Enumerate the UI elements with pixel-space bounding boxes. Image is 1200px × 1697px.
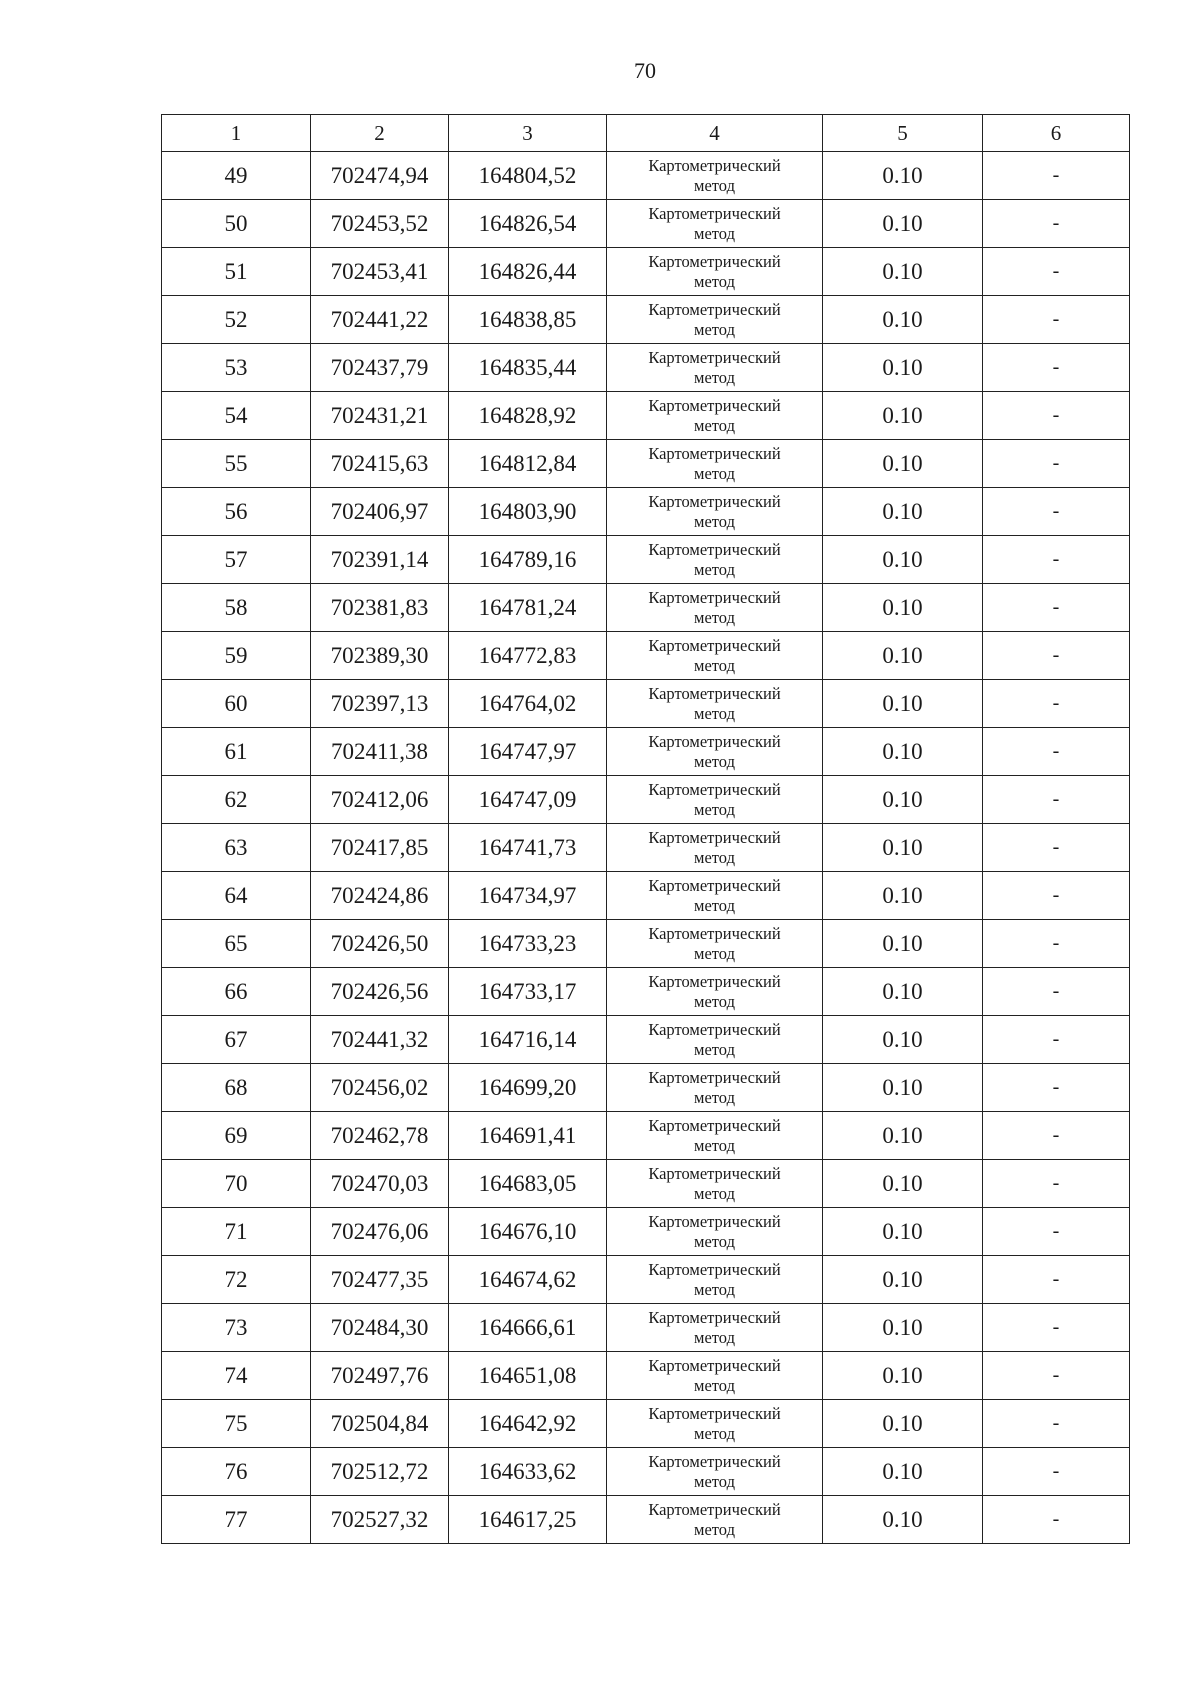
x-coordinate-cell: 702391,14 (311, 536, 449, 584)
y-coordinate-cell: 164617,25 (449, 1496, 607, 1544)
y-coordinate-cell: 164691,41 (449, 1112, 607, 1160)
coordinates-table (161, 114, 1130, 1544)
method-cell (607, 1304, 823, 1352)
accuracy-cell: 0.10 (823, 968, 983, 1016)
x-coordinate-cell: 702424,86 (311, 872, 449, 920)
note-cell: - (983, 488, 1130, 536)
table-row (162, 1400, 1130, 1448)
header-cell-2: 2 (311, 115, 449, 152)
x-coordinate-cell: 702497,76 (311, 1352, 449, 1400)
accuracy-cell: 0.10 (823, 1256, 983, 1304)
accuracy-cell: 0.10 (823, 1064, 983, 1112)
note-cell: - (983, 584, 1130, 632)
method-line-1: Картометрический (648, 1499, 781, 1519)
method-line-2: метод (694, 1039, 735, 1059)
note-cell: - (983, 1016, 1130, 1064)
table-row (162, 392, 1130, 440)
x-coordinate-cell: 702397,13 (311, 680, 449, 728)
accuracy-cell: 0.10 (823, 872, 983, 920)
y-coordinate-cell: 164826,54 (449, 200, 607, 248)
accuracy-cell: 0.10 (823, 1016, 983, 1064)
accuracy-cell: 0.10 (823, 776, 983, 824)
point-number-cell: 76 (162, 1448, 311, 1496)
table-row (162, 824, 1130, 872)
x-coordinate-cell: 702411,38 (311, 728, 449, 776)
table-row (162, 968, 1130, 1016)
method-line-1: Картометрический (648, 395, 781, 415)
y-coordinate-cell: 164835,44 (449, 344, 607, 392)
y-coordinate-cell: 164651,08 (449, 1352, 607, 1400)
method-line-1: Картометрический (648, 1163, 781, 1183)
method-cell (607, 344, 823, 392)
table-row (162, 632, 1130, 680)
table-row (162, 680, 1130, 728)
method-cell (607, 920, 823, 968)
method-line-2: метод (694, 271, 735, 291)
header-cell-5: 5 (823, 115, 983, 152)
note-cell: - (983, 200, 1130, 248)
method-cell (607, 584, 823, 632)
x-coordinate-cell: 702477,35 (311, 1256, 449, 1304)
method-cell (607, 1352, 823, 1400)
method-line-1: Картометрический (648, 443, 781, 463)
y-coordinate-cell: 164642,92 (449, 1400, 607, 1448)
point-number-cell: 73 (162, 1304, 311, 1352)
method-line-2: метод (694, 655, 735, 675)
table-row (162, 536, 1130, 584)
x-coordinate-cell: 702484,30 (311, 1304, 449, 1352)
page-number: 70 (634, 58, 656, 83)
method-line-2: метод (694, 1423, 735, 1443)
note-cell: - (983, 920, 1130, 968)
y-coordinate-cell: 164812,84 (449, 440, 607, 488)
point-number-cell: 54 (162, 392, 311, 440)
accuracy-cell: 0.10 (823, 488, 983, 536)
method-cell (607, 296, 823, 344)
method-cell (607, 872, 823, 920)
method-cell (607, 488, 823, 536)
note-cell: - (983, 1064, 1130, 1112)
note-cell: - (983, 1400, 1130, 1448)
note-cell: - (983, 152, 1130, 200)
method-line-1: Картометрический (648, 1067, 781, 1087)
x-coordinate-cell: 702417,85 (311, 824, 449, 872)
table-row (162, 584, 1130, 632)
method-line-2: метод (694, 1231, 735, 1251)
method-line-1: Картометрический (648, 875, 781, 895)
note-cell: - (983, 824, 1130, 872)
accuracy-cell: 0.10 (823, 1112, 983, 1160)
table-row (162, 1016, 1130, 1064)
y-coordinate-cell: 164826,44 (449, 248, 607, 296)
table-row (162, 1352, 1130, 1400)
note-cell: - (983, 1448, 1130, 1496)
table-row (162, 1208, 1130, 1256)
table-row (162, 1160, 1130, 1208)
table-row (162, 728, 1130, 776)
x-coordinate-cell: 702426,50 (311, 920, 449, 968)
table-row (162, 1256, 1130, 1304)
method-line-2: метод (694, 415, 735, 435)
method-cell (607, 968, 823, 1016)
point-number-cell: 67 (162, 1016, 311, 1064)
method-line-1: Картометрический (648, 1259, 781, 1279)
method-line-2: метод (694, 463, 735, 483)
method-line-1: Картометрический (648, 1403, 781, 1423)
accuracy-cell: 0.10 (823, 1304, 983, 1352)
y-coordinate-cell: 164666,61 (449, 1304, 607, 1352)
y-coordinate-cell: 164747,97 (449, 728, 607, 776)
note-cell: - (983, 872, 1130, 920)
method-cell (607, 1112, 823, 1160)
method-line-2: метод (694, 943, 735, 963)
accuracy-cell: 0.10 (823, 1352, 983, 1400)
point-number-cell: 56 (162, 488, 311, 536)
y-coordinate-cell: 164747,09 (449, 776, 607, 824)
method-line-1: Картометрический (648, 1307, 781, 1327)
method-line-1: Картометрический (648, 491, 781, 511)
x-coordinate-cell: 702441,22 (311, 296, 449, 344)
x-coordinate-cell: 702415,63 (311, 440, 449, 488)
method-line-2: метод (694, 847, 735, 867)
method-line-1: Картометрический (648, 1019, 781, 1039)
point-number-cell: 64 (162, 872, 311, 920)
accuracy-cell: 0.10 (823, 344, 983, 392)
accuracy-cell: 0.10 (823, 1208, 983, 1256)
note-cell: - (983, 296, 1130, 344)
header-row (162, 115, 1130, 152)
note-cell: - (983, 344, 1130, 392)
point-number-cell: 72 (162, 1256, 311, 1304)
method-cell (607, 1064, 823, 1112)
point-number-cell: 58 (162, 584, 311, 632)
accuracy-cell: 0.10 (823, 920, 983, 968)
method-cell (607, 1016, 823, 1064)
y-coordinate-cell: 164803,90 (449, 488, 607, 536)
x-coordinate-cell: 702456,02 (311, 1064, 449, 1112)
accuracy-cell: 0.10 (823, 584, 983, 632)
x-coordinate-cell: 702412,06 (311, 776, 449, 824)
method-line-2: метод (694, 319, 735, 339)
point-number-cell: 69 (162, 1112, 311, 1160)
point-number-cell: 77 (162, 1496, 311, 1544)
x-coordinate-cell: 702462,78 (311, 1112, 449, 1160)
note-cell: - (983, 1256, 1130, 1304)
method-cell (607, 1160, 823, 1208)
accuracy-cell: 0.10 (823, 248, 983, 296)
method-line-1: Картометрический (648, 635, 781, 655)
y-coordinate-cell: 164733,23 (449, 920, 607, 968)
method-cell (607, 248, 823, 296)
method-cell (607, 392, 823, 440)
method-line-2: метод (694, 175, 735, 195)
method-cell (607, 1496, 823, 1544)
point-number-cell: 70 (162, 1160, 311, 1208)
table-row (162, 1304, 1130, 1352)
method-cell (607, 536, 823, 584)
table-row (162, 488, 1130, 536)
method-line-1: Картометрический (648, 779, 781, 799)
method-line-2: метод (694, 1327, 735, 1347)
method-cell (607, 1208, 823, 1256)
note-cell: - (983, 1160, 1130, 1208)
method-cell (607, 776, 823, 824)
accuracy-cell: 0.10 (823, 632, 983, 680)
method-cell (607, 728, 823, 776)
note-cell: - (983, 440, 1130, 488)
note-cell: - (983, 1496, 1130, 1544)
method-line-1: Картометрический (648, 683, 781, 703)
header-cell-4: 4 (607, 115, 823, 152)
point-number-cell: 62 (162, 776, 311, 824)
method-line-2: метод (694, 511, 735, 531)
y-coordinate-cell: 164699,20 (449, 1064, 607, 1112)
point-number-cell: 52 (162, 296, 311, 344)
method-line-1: Картометрический (648, 923, 781, 943)
x-coordinate-cell: 702512,72 (311, 1448, 449, 1496)
point-number-cell: 51 (162, 248, 311, 296)
method-line-1: Картометрический (648, 827, 781, 847)
method-line-1: Картометрический (648, 347, 781, 367)
table-body (162, 152, 1130, 1544)
accuracy-cell: 0.10 (823, 680, 983, 728)
table-row (162, 248, 1130, 296)
method-line-1: Картометрический (648, 971, 781, 991)
accuracy-cell: 0.10 (823, 536, 983, 584)
accuracy-cell: 0.10 (823, 824, 983, 872)
table-row (162, 1112, 1130, 1160)
method-cell (607, 152, 823, 200)
table-row (162, 344, 1130, 392)
point-number-cell: 65 (162, 920, 311, 968)
accuracy-cell: 0.10 (823, 1496, 983, 1544)
method-line-2: метод (694, 367, 735, 387)
x-coordinate-cell: 702441,32 (311, 1016, 449, 1064)
x-coordinate-cell: 702527,32 (311, 1496, 449, 1544)
method-line-1: Картометрический (648, 1115, 781, 1135)
y-coordinate-cell: 164828,92 (449, 392, 607, 440)
method-cell (607, 632, 823, 680)
note-cell: - (983, 248, 1130, 296)
note-cell: - (983, 968, 1130, 1016)
table-header (162, 115, 1130, 152)
table-row (162, 296, 1130, 344)
method-line-2: метод (694, 895, 735, 915)
accuracy-cell: 0.10 (823, 1448, 983, 1496)
method-line-1: Картометрический (648, 539, 781, 559)
x-coordinate-cell: 702453,41 (311, 248, 449, 296)
y-coordinate-cell: 164789,16 (449, 536, 607, 584)
method-line-2: метод (694, 607, 735, 627)
method-line-1: Картометрический (648, 155, 781, 175)
method-line-2: метод (694, 751, 735, 771)
x-coordinate-cell: 702476,06 (311, 1208, 449, 1256)
y-coordinate-cell: 164772,83 (449, 632, 607, 680)
x-coordinate-cell: 702406,97 (311, 488, 449, 536)
accuracy-cell: 0.10 (823, 152, 983, 200)
method-cell (607, 440, 823, 488)
y-coordinate-cell: 164683,05 (449, 1160, 607, 1208)
y-coordinate-cell: 164764,02 (449, 680, 607, 728)
y-coordinate-cell: 164804,52 (449, 152, 607, 200)
table-row (162, 776, 1130, 824)
y-coordinate-cell: 164838,85 (449, 296, 607, 344)
note-cell: - (983, 632, 1130, 680)
method-line-1: Картометрический (648, 731, 781, 751)
note-cell: - (983, 1208, 1130, 1256)
x-coordinate-cell: 702426,56 (311, 968, 449, 1016)
note-cell: - (983, 680, 1130, 728)
accuracy-cell: 0.10 (823, 1160, 983, 1208)
method-line-2: метод (694, 1279, 735, 1299)
table-row (162, 1448, 1130, 1496)
note-cell: - (983, 1112, 1130, 1160)
y-coordinate-cell: 164674,62 (449, 1256, 607, 1304)
table-row (162, 920, 1130, 968)
table-row (162, 440, 1130, 488)
method-line-1: Картометрический (648, 299, 781, 319)
table-row (162, 1496, 1130, 1544)
method-line-2: метод (694, 703, 735, 723)
x-coordinate-cell: 702431,21 (311, 392, 449, 440)
method-line-2: метод (694, 1375, 735, 1395)
method-line-1: Картометрический (648, 1355, 781, 1375)
point-number-cell: 66 (162, 968, 311, 1016)
point-number-cell: 59 (162, 632, 311, 680)
point-number-cell: 60 (162, 680, 311, 728)
y-coordinate-cell: 164741,73 (449, 824, 607, 872)
x-coordinate-cell: 702453,52 (311, 200, 449, 248)
method-cell (607, 1256, 823, 1304)
method-cell (607, 1448, 823, 1496)
note-cell: - (983, 392, 1130, 440)
header-cell-6: 6 (983, 115, 1130, 152)
point-number-cell: 61 (162, 728, 311, 776)
method-line-2: метод (694, 223, 735, 243)
method-line-1: Картометрический (648, 1451, 781, 1471)
x-coordinate-cell: 702504,84 (311, 1400, 449, 1448)
accuracy-cell: 0.10 (823, 392, 983, 440)
point-number-cell: 53 (162, 344, 311, 392)
point-number-cell: 75 (162, 1400, 311, 1448)
table-row (162, 872, 1130, 920)
accuracy-cell: 0.10 (823, 200, 983, 248)
x-coordinate-cell: 702437,79 (311, 344, 449, 392)
method-line-1: Картометрический (648, 251, 781, 271)
method-cell (607, 824, 823, 872)
header-cell-3: 3 (449, 115, 607, 152)
point-number-cell: 55 (162, 440, 311, 488)
accuracy-cell: 0.10 (823, 728, 983, 776)
method-line-2: метод (694, 1087, 735, 1107)
method-cell (607, 680, 823, 728)
table-row (162, 1064, 1130, 1112)
method-line-1: Картометрический (648, 587, 781, 607)
method-line-1: Картометрический (648, 1211, 781, 1231)
table-row (162, 152, 1130, 200)
table-row (162, 200, 1130, 248)
method-line-2: метод (694, 1519, 735, 1539)
header-cell-1: 1 (162, 115, 311, 152)
y-coordinate-cell: 164781,24 (449, 584, 607, 632)
x-coordinate-cell: 702474,94 (311, 152, 449, 200)
x-coordinate-cell: 702381,83 (311, 584, 449, 632)
y-coordinate-cell: 164734,97 (449, 872, 607, 920)
note-cell: - (983, 728, 1130, 776)
y-coordinate-cell: 164733,17 (449, 968, 607, 1016)
method-line-2: метод (694, 1183, 735, 1203)
note-cell: - (983, 1352, 1130, 1400)
method-line-2: метод (694, 799, 735, 819)
note-cell: - (983, 776, 1130, 824)
method-line-2: метод (694, 559, 735, 579)
method-cell (607, 1400, 823, 1448)
point-number-cell: 57 (162, 536, 311, 584)
method-line-2: метод (694, 1135, 735, 1155)
point-number-cell: 74 (162, 1352, 311, 1400)
method-cell (607, 200, 823, 248)
accuracy-cell: 0.10 (823, 440, 983, 488)
point-number-cell: 49 (162, 152, 311, 200)
note-cell: - (983, 536, 1130, 584)
point-number-cell: 71 (162, 1208, 311, 1256)
x-coordinate-cell: 702389,30 (311, 632, 449, 680)
method-line-1: Картометрический (648, 203, 781, 223)
point-number-cell: 68 (162, 1064, 311, 1112)
accuracy-cell: 0.10 (823, 296, 983, 344)
note-cell: - (983, 1304, 1130, 1352)
y-coordinate-cell: 164633,62 (449, 1448, 607, 1496)
y-coordinate-cell: 164676,10 (449, 1208, 607, 1256)
method-line-2: метод (694, 991, 735, 1011)
y-coordinate-cell: 164716,14 (449, 1016, 607, 1064)
accuracy-cell: 0.10 (823, 1400, 983, 1448)
method-line-2: метод (694, 1471, 735, 1491)
x-coordinate-cell: 702470,03 (311, 1160, 449, 1208)
point-number-cell: 63 (162, 824, 311, 872)
point-number-cell: 50 (162, 200, 311, 248)
